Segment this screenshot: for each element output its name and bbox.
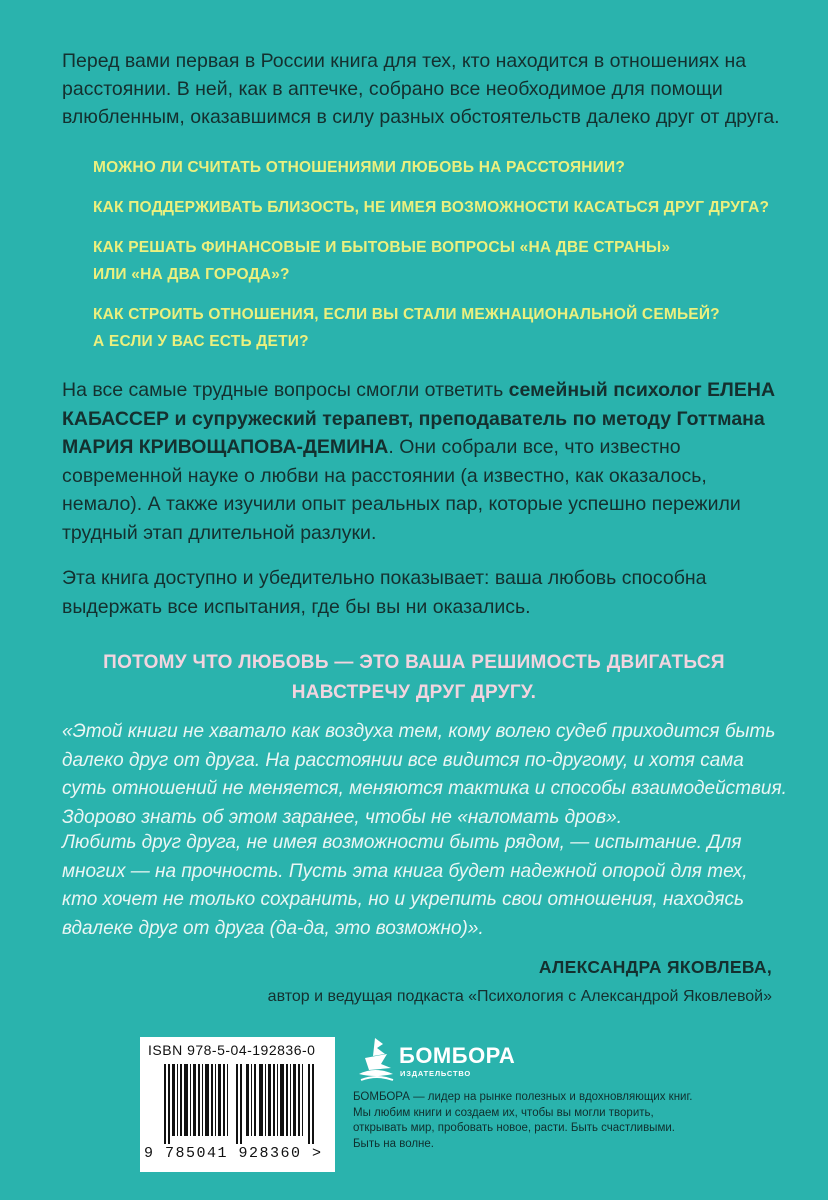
question-item: МОЖНО ЛИ СЧИТАТЬ ОТНОШЕНИЯМИ ЛЮБОВЬ НА РАССТОЯНИИ? bbox=[93, 159, 626, 176]
quote-author-name: АЛЕКСАНДРА ЯКОВЛЕВА, bbox=[538, 957, 772, 977]
testimonial-quote-part-2: Любить друг друга, не имея возможности быть рядом, — испытание. Для многих — на прочность. Пусть эта книга будет надежной опорой для тех, кто хочет не только сохранить, но и укрепить свои отношения, находясь вдалеке друг от друга (да-да, это возможно)». bbox=[62, 832, 748, 939]
authors-lead: На все самые трудные вопросы смогли ответить bbox=[62, 379, 509, 401]
barcode-digits: 9 785041 928360 > bbox=[144, 1145, 323, 1162]
publisher-description: БОМБОРА — лидер на рынке полезных и вдохновляющих книг. Мы любим книги и создаем их, чтобы вы могли творить, открывать мир, пробовать новое, расти. Быть счастливыми. Быть на волне. bbox=[353, 1091, 693, 1150]
authors-paragraph bbox=[62, 376, 782, 547]
slogan bbox=[60, 648, 768, 708]
testimonial-quote-part-1: «Этой книги не хватало как воздуха тем, кому волею судеб приходится быть далеко друг от друга. На расстоянии все видится по-другому, и хотя сама суть отношений не меняется, меняются тактика и способы взаимодействия. Здорово знать об этом заранее, чтобы не «наломать дров». bbox=[62, 721, 787, 828]
isbn-text: ISBN 978-5-04-192836-0 bbox=[148, 1042, 316, 1058]
slogan-line-2: НАВСТРЕЧУ ДРУГ ДРУГУ. bbox=[291, 682, 537, 703]
barcode-block bbox=[140, 1037, 335, 1172]
question-item: КАК ПОДДЕРЖИВАТЬ БЛИЗОСТЬ, НЕ ИМЕЯ ВОЗМОЖНОСТИ КАСАТЬСЯ ДРУГ ДРУГА? bbox=[93, 199, 770, 216]
barcode-icon bbox=[164, 1064, 316, 1144]
publisher-subtitle: ИЗДАТЕЛЬСТВО bbox=[400, 1069, 471, 1078]
authors-rest: . Они собрали все, что известно современной науке о любви на расстоянии (а известно, как оказалось, немало). А также изучили опыт реальных пар, которые успешно пережили трудный этап длительной разлуки. bbox=[62, 436, 741, 544]
question-item: КАК РЕШАТЬ ФИНАНСОВЫЕ И БЫТОВЫЕ ВОПРОСЫ «НА ДВЕ СТРАНЫ» ИЛИ «НА ДВА ГОРОДА»? bbox=[93, 239, 671, 283]
slogan-line-1: ПОТОМУ ЧТО ЛЮБОВЬ — ЭТО ВАША РЕШИМОСТЬ ДВИГАТЬСЯ bbox=[103, 652, 725, 673]
intro-paragraph: Перед вами первая в России книга для тех, кто находится в отношениях на расстоянии. В ней, как в аптечке, собрано все необходимое для помощи влюбленным, оказавшимся в силу разных обстоятельств далеко друг от друга. bbox=[62, 50, 780, 128]
bombora-logo-icon bbox=[355, 1034, 397, 1084]
summary-paragraph: Эта книга доступно и убедительно показывает: ваша любовь способна выдержать все испытания, где бы вы ни оказались. bbox=[62, 567, 707, 618]
question-list bbox=[93, 154, 793, 368]
quote-author-role: автор и ведущая подкаста «Психология с Александрой Яковлевой» bbox=[267, 988, 772, 1005]
authors-names: семейный психолог ЕЛЕНА КАБАССЕР и супружеский терапевт, преподаватель по методу Готтмана МАРИЯ КРИВОЩАПОВА-ДЕМИНА bbox=[62, 379, 776, 458]
publisher-name: БОМБОРА bbox=[399, 1043, 516, 1068]
question-item: КАК СТРОИТЬ ОТНОШЕНИЯ, ЕСЛИ ВЫ СТАЛИ МЕЖНАЦИОНАЛЬНОЙ СЕМЬЕЙ? А ЕСЛИ У ВАС ЕСТЬ ДЕТИ? bbox=[93, 306, 720, 350]
